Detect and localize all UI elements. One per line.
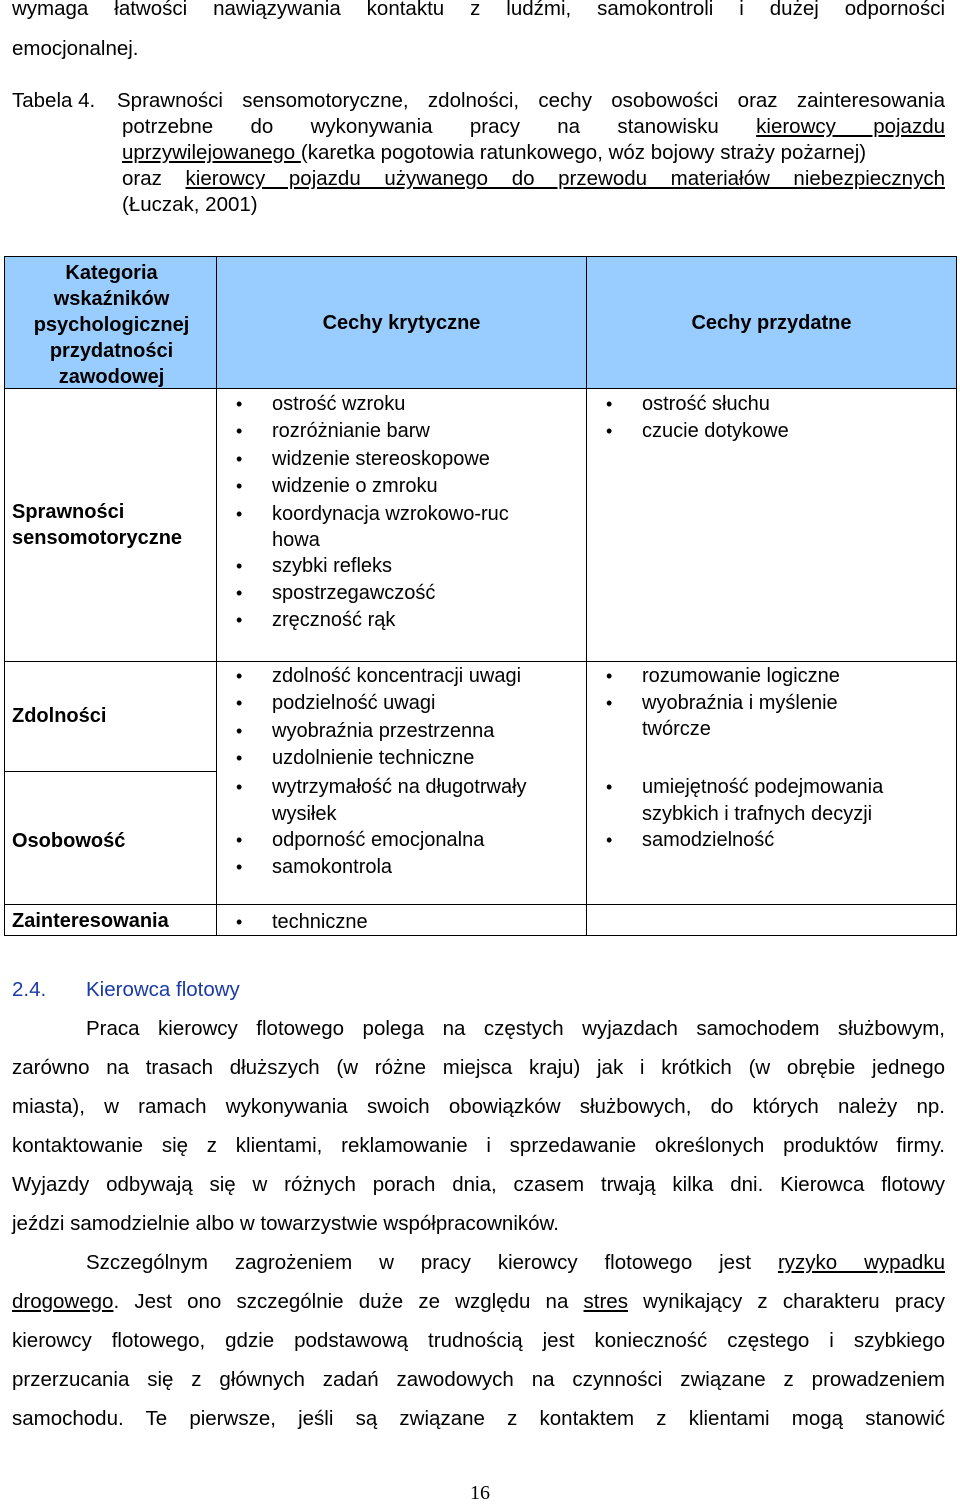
link-stress[interactable]: stres <box>583 1290 628 1313</box>
personality-useful-list <box>606 774 906 854</box>
list-item: • widzenie o zmroku <box>236 473 566 500</box>
header-category-cell <box>4 256 217 389</box>
table-caption-line-5: (Łuczak, 2001) <box>122 193 258 216</box>
header-critical: Cechy krytyczne <box>216 256 587 389</box>
sensomotor-critical-list <box>236 391 566 635</box>
body-line: samochodu. Te pierwsze, jeśli są związane z kontaktem z klientami mogą stanowić <box>12 1407 945 1430</box>
sensomotor-useful-list <box>606 391 936 446</box>
personality-critical-list <box>236 774 536 880</box>
section-number: 2.4. <box>12 978 47 1001</box>
body-text: wynikający z charakteru pracy <box>643 1290 945 1313</box>
body-text: Szczególnym zagrożeniem w pracy kierowcy flotowego jest <box>86 1251 752 1274</box>
table-caption-label: Tabela 4. <box>12 89 96 112</box>
list-item: • zdolność koncentracji uwagi <box>236 663 576 690</box>
caption-text: oraz <box>122 167 162 190</box>
list-item: • odporność emocjonalna <box>236 827 536 854</box>
body-line <box>12 1289 945 1315</box>
list-item: • szybki refleks <box>236 553 566 580</box>
list-item: • koordynacja wzrokowo-ruchowa <box>236 501 512 553</box>
body-line: jeździ samodzielnie albo w towarzystwie współpracowników. <box>12 1212 559 1235</box>
list-item: • umiejętność podejmowania szybkich i trafnych decyzji <box>606 774 906 827</box>
row-label-abilities: Zdolności <box>12 705 107 727</box>
link-accident-risk[interactable]: ryzyko wypadku <box>777 1251 945 1274</box>
link-road-accident[interactable]: drogowego <box>12 1290 114 1313</box>
list-item: • zręczność rąk <box>236 607 566 634</box>
list-item: • uzdolnienie techniczne <box>236 745 576 772</box>
table-caption-line-3 <box>122 140 945 166</box>
list-item: • wytrzymałość na długotrwały wysiłek <box>236 774 536 827</box>
caption-link-hazmat[interactable]: kierowcy pojazdu używanego do przewodu materiałów niebezpiecznych <box>185 167 945 190</box>
caption-link-driver[interactable]: kierowcy pojazdu <box>756 115 946 138</box>
abilities-critical-list <box>236 663 576 773</box>
psychological-indicators-table <box>4 256 957 936</box>
list-item: • rozróżnianie barw <box>236 418 566 445</box>
body-line <box>86 1250 945 1276</box>
list-item: • widzenie stereoskopowe <box>236 446 566 473</box>
list-item: • podzielność uwagi <box>236 690 576 717</box>
body-line: kontaktowanie się z klientami, reklamowanie i sprzedawanie określonych produktów firmy. <box>12 1134 945 1157</box>
list-item: • samodzielność <box>606 827 906 854</box>
list-item: • samokontrola <box>236 854 536 881</box>
intro-line-1: wymaga łatwości nawiązywania kontaktu z ludźmi, samokontroli i dużej odporności <box>12 0 945 20</box>
caption-text: potrzebne do wykonywania pracy na stanowisku <box>122 115 719 138</box>
body-line: zarówno na trasach dłuższych (w różne miejsca kraju) jak i krótkich (w obrębie jednego <box>12 1056 945 1079</box>
page-number: 16 <box>470 1482 490 1504</box>
list-item: • czucie dotykowe <box>606 418 936 445</box>
list-item: • wyobraźnia i myślenie twórcze <box>606 690 876 743</box>
list-item: • techniczne <box>236 909 536 936</box>
list-item: • rozumowanie logiczne <box>606 663 876 690</box>
body-text: . Jest ono szczególnie duże ze względu na <box>113 1290 569 1313</box>
body-line: Wyjazdy odbywają się w różnych porach dnia, czasem trwają kilka dni. Kierowca flotowy <box>12 1173 945 1196</box>
caption-text: (karetka pogotowia ratunkowego, wóz bojowy straży pożarnej) <box>300 141 867 164</box>
body-line: kierowcy flotowego, gdzie podstawową trudnością jest konieczność częstego i szybkiego <box>12 1329 945 1352</box>
intro-line-2: emocjonalnej. <box>12 37 139 60</box>
header-useful: Cechy przydatne <box>586 256 957 389</box>
body-line: przerzucania się z głównych zadań zawodowych na czynności związane z prowadzeniem <box>12 1368 945 1391</box>
row-interests-useful-cell <box>586 904 957 936</box>
section-title: Kierowca flotowy <box>86 978 240 1001</box>
caption-link-privileged[interactable]: uprzywilejowanego <box>122 141 301 164</box>
body-line: miasta), w ramach wykonywania swoich obowiązków służbowych, do których należy np. <box>12 1095 945 1118</box>
body-line: Praca kierowcy flotowego polega na częstych wyjazdach samochodem służbowym, <box>86 1017 945 1040</box>
list-item: • ostrość słuchu <box>606 391 936 418</box>
row-label-personality: Osobowość <box>12 830 126 852</box>
row-label-sensomotor: Sprawności sensomotoryczne <box>12 501 183 549</box>
list-item: • wyobraźnia przestrzenna <box>236 718 576 745</box>
list-item: • ostrość wzroku <box>236 391 566 418</box>
abilities-useful-list <box>606 663 876 743</box>
table-caption-line-1: Sprawności sensomotoryczne, zdolności, cechy osobowości oraz zainteresowania <box>117 89 945 112</box>
list-item: • spostrzegawczość <box>236 580 566 607</box>
table-caption-line-2 <box>122 114 945 140</box>
header-category: Kategoria wskaźników psychologicznej przydatności zawodowej <box>33 262 190 388</box>
row-label-interests: Zainteresowania <box>12 910 169 932</box>
interests-critical-list <box>236 909 536 936</box>
table-caption-line-4 <box>122 166 945 192</box>
